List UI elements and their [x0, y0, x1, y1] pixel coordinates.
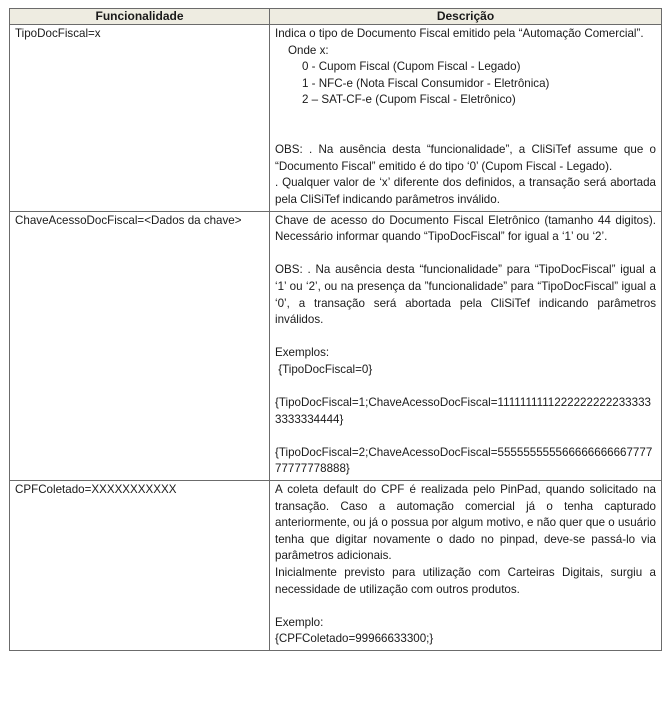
table-row — [10, 481, 662, 651]
desc-cell — [270, 481, 662, 651]
func-cell: CPFColetado=XXXXXXXXXXX — [10, 481, 270, 651]
table-row — [10, 25, 662, 212]
header-descricao: Descrição — [270, 9, 662, 25]
desc-intro: Indica o tipo de Documento Fiscal emitido pela “Automação Comercial”. — [275, 27, 644, 40]
desc-intro: Chave de acesso do Documento Fiscal Eletrônico (tamanho 44 digitos). Necessário informar quando “TipoDocFiscal” for igual a ‘1’ ou ‘2’. — [275, 213, 656, 244]
option-2: 2 – SAT-CF-e (Cupom Fiscal - Eletrônico) — [302, 93, 516, 107]
example-1: {TipoDocFiscal=0} — [275, 362, 373, 376]
desc-obs1: OBS: . Na ausência desta “funcionalidade”, a CliSiTef assume que o “Documento Fiscal” emitido é do tipo ‘0’ (Cupom Fiscal - Legado). — [275, 143, 656, 173]
header-funcionalidade: Funcionalidade — [10, 9, 270, 25]
desc-cell — [270, 211, 662, 481]
example-2: {TipoDocFiscal=1;ChaveAcessoDocFiscal=11111111112222222222333333333334444} — [275, 396, 651, 426]
desc-obs2: . Qualquer valor de ‘x’ diferente dos definidos, a transação será abortada pela CliSiTef indicando parâmetros inválido. — [275, 176, 656, 206]
desc-obs: OBS: . Na ausência desta “funcionalidade” para “TipoDocFiscal” igual a ‘1’ ou ‘2’, ou na presença da ”funcionalidade” para “TipoDocFiscal” igual a ‘0’, a transação será abortada pela CliSiTef indicando parâmetros inválidos. — [275, 263, 656, 327]
desc-onde: Onde x: — [288, 43, 329, 57]
examples-label: Exemplos: — [275, 346, 330, 360]
desc-cell — [270, 25, 662, 212]
desc-p2: Inicialmente previsto para utilização com Carteiras Digitais, surgiu a necessidade de utilização com outros produtos. — [275, 566, 656, 596]
func-cell: ChaveAcessoDocFiscal=<Dados da chave> — [10, 211, 270, 481]
table-header-row — [10, 9, 662, 25]
option-0: 0 - Cupom Fiscal (Cupom Fiscal - Legado) — [302, 60, 521, 74]
functionality-table — [9, 8, 662, 651]
func-cell: TipoDocFiscal=x — [10, 25, 270, 212]
example-label: Exemplo: — [275, 615, 324, 629]
table-row — [10, 211, 662, 481]
option-1: 1 - NFC-e (Nota Fiscal Consumidor - Eletrônica) — [302, 76, 550, 90]
example-3: {TipoDocFiscal=2;ChaveAcessoDocFiscal=55555555556666666666777777777778888} — [275, 445, 653, 476]
desc-p1: A coleta default do CPF é realizada pelo PinPad, quando solicitado na transação. Caso a automação comercial já o tenha capturado anteriormente, ou já o possua por algum motivo, e não quer que o usuário tenha que digitar novamente o dado no pinpad, deve-se passá-lo via parâmetros adicionais. — [275, 483, 656, 563]
example: {CPFColetado=99966633300;} — [275, 632, 434, 646]
